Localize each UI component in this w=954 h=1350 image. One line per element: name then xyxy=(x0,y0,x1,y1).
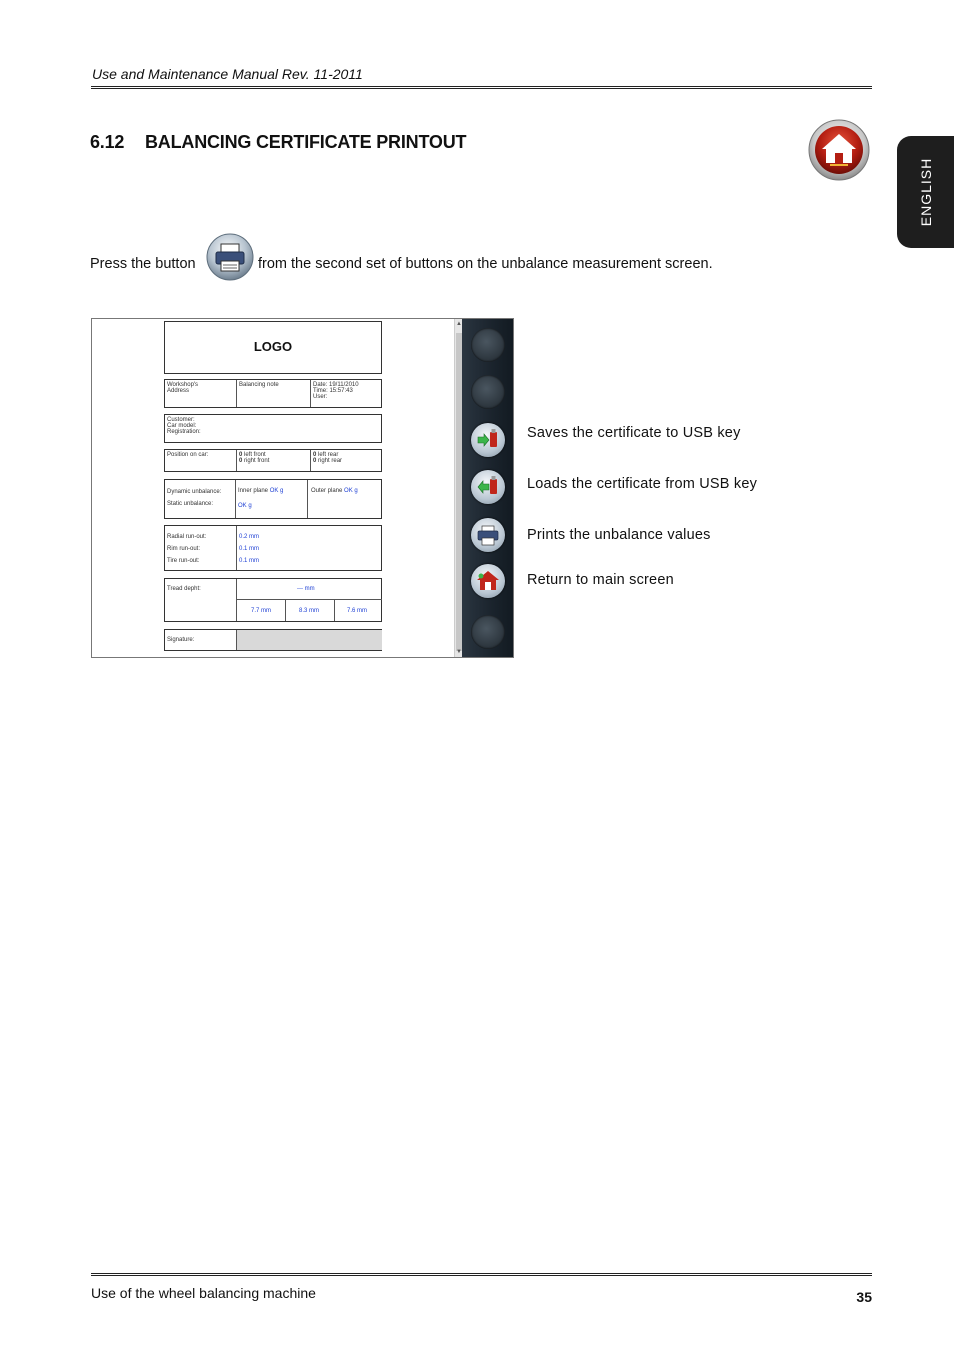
rim-runout-label: Rim run-out: xyxy=(167,546,201,552)
tread-value: 7.7 mm xyxy=(251,608,272,614)
tread-depth-label: Tread depht: xyxy=(167,586,201,592)
instruction-before: Press the button xyxy=(90,256,196,272)
tire-runout-label: Tire run-out: xyxy=(167,558,200,564)
divider xyxy=(236,450,237,471)
divider xyxy=(236,526,237,570)
radial-runout-label: Radial run-out: xyxy=(167,534,207,540)
divider xyxy=(310,380,311,407)
user-text: User: xyxy=(313,394,328,400)
left-front: left front xyxy=(244,452,266,458)
footer-rule xyxy=(91,1273,872,1276)
tread-row xyxy=(164,578,382,622)
signature-label: Signature: xyxy=(167,637,195,643)
inner-plane-value: OK g xyxy=(269,488,284,494)
tread-top-value: --- mm xyxy=(297,586,315,592)
header-rule xyxy=(91,86,872,89)
section-title: BALANCING CERTIFICATE PRINTOUT xyxy=(145,132,467,152)
dynamic-unbalance-label: Dynamic unbalance: xyxy=(167,489,222,495)
empty-button xyxy=(471,328,505,362)
divider xyxy=(307,480,308,518)
balancing-note: Balancing note xyxy=(239,382,279,388)
save-usb-icon xyxy=(471,423,505,457)
section-number: 6.12 xyxy=(90,132,125,152)
home-icon xyxy=(471,564,505,598)
language-tab xyxy=(897,136,954,248)
legend-print: Prints the unbalance values xyxy=(527,527,711,543)
empty-button xyxy=(471,615,505,649)
tread-value: 7.6 mm xyxy=(347,608,368,614)
right-rear: right rear xyxy=(318,458,343,464)
static-unbalance-label: Static unbalance: xyxy=(167,501,214,507)
position-mark: 0 xyxy=(239,458,243,464)
divider xyxy=(235,480,236,518)
radial-runout-value: 0.2 mm xyxy=(239,534,260,540)
load-usb-icon xyxy=(471,470,505,504)
scroll-up-arrow-icon[interactable]: ▲ xyxy=(456,321,462,327)
outer-plane-label: Outer plane xyxy=(311,488,343,494)
date-text: Date: 19/11/2010 xyxy=(313,382,359,388)
outer-plane-value: OK g xyxy=(344,488,358,494)
workshop-row xyxy=(164,379,382,408)
load-usb-button[interactable] xyxy=(471,470,505,504)
printer-icon xyxy=(471,518,505,552)
position-mark: 0 xyxy=(239,452,243,458)
static-value: OK g xyxy=(238,503,252,509)
customer-label: Customer: xyxy=(167,417,195,423)
print-button[interactable] xyxy=(471,518,505,552)
workshop-line2: Address xyxy=(167,388,190,394)
divider xyxy=(310,450,311,471)
position-label: Position on car: xyxy=(167,452,209,458)
language-label: ENGLISH xyxy=(917,157,934,227)
divider xyxy=(285,599,286,621)
scroll-down-arrow-icon[interactable]: ▼ xyxy=(456,649,462,655)
footer-chapter: Use of the wheel balancing machine xyxy=(91,1285,316,1301)
certificate-screen xyxy=(91,318,514,658)
inner-plane-label: Inner plane xyxy=(238,488,269,494)
save-usb-button[interactable] xyxy=(471,423,505,457)
logo-box xyxy=(164,321,382,374)
logo-text: LOGO xyxy=(253,339,293,354)
empty-button xyxy=(471,375,505,409)
home-button[interactable] xyxy=(471,564,505,598)
position-mark: 0 xyxy=(313,452,317,458)
runout-row xyxy=(164,525,382,571)
button-sidebar xyxy=(462,319,514,657)
unbalance-row xyxy=(164,479,382,519)
legend-home: Return to main screen xyxy=(527,572,674,588)
manual-title: Use and Maintenance Manual Rev. 11-2011 xyxy=(92,66,363,82)
divider xyxy=(236,599,382,600)
home-icon xyxy=(808,119,870,181)
divider xyxy=(334,599,335,621)
tire-runout-value: 0.1 mm xyxy=(239,558,260,564)
page-number: 35 xyxy=(856,1289,872,1305)
divider xyxy=(236,579,237,621)
legend-load: Loads the certificate from USB key xyxy=(527,476,758,492)
right-front: right front xyxy=(244,458,270,464)
rim-runout-value: 0.1 mm xyxy=(239,546,260,552)
section-heading xyxy=(90,132,466,153)
customer-row xyxy=(164,414,382,443)
tread-value: 8.3 mm xyxy=(299,608,320,614)
signature-row xyxy=(164,629,382,651)
position-mark: 0 xyxy=(313,458,317,464)
position-row xyxy=(164,449,382,472)
registration-label: Registration: xyxy=(167,429,201,435)
print-button-icon xyxy=(206,233,254,281)
time-text: Time: 15:57:43 xyxy=(313,388,353,394)
legend-save: Saves the certificate to USB key xyxy=(527,425,741,441)
signature-field[interactable] xyxy=(236,630,382,650)
car-model-label: Car model: xyxy=(167,423,197,429)
certificate-document xyxy=(92,319,454,657)
left-rear: left rear xyxy=(318,452,339,458)
workshop-line1: Workshop's xyxy=(167,382,199,388)
divider xyxy=(236,380,237,407)
instruction-after: from the second set of buttons on the unbalance measurement screen. xyxy=(258,256,713,272)
